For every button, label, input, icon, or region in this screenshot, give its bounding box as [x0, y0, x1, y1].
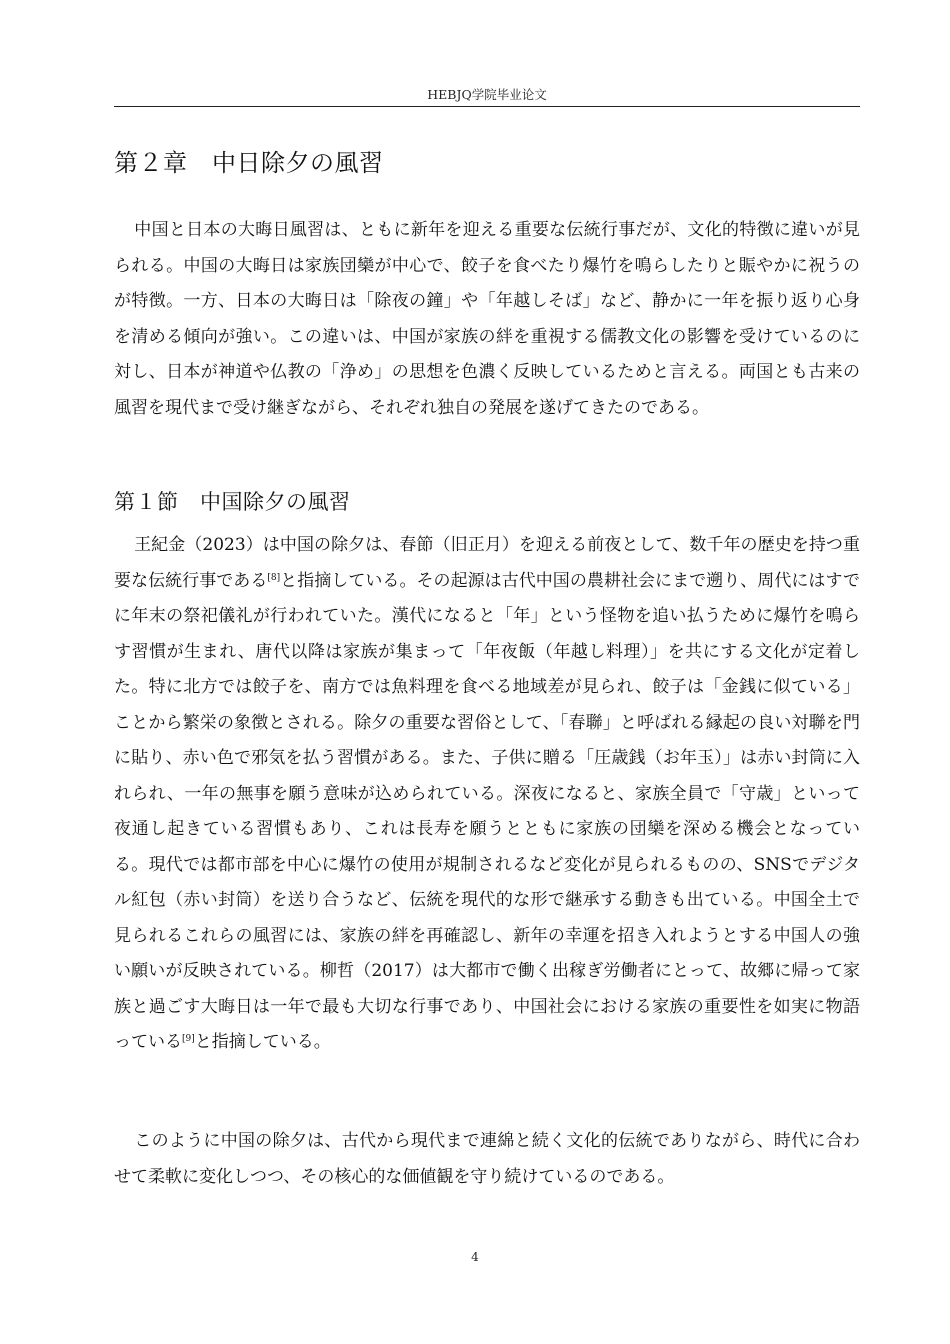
- chapter-intro-text: 中国と日本の大晦日風習は、ともに新年を迎える重要な伝統行事だが、文化的特徴に違いが見られる。中国の大晦日は家族団欒が中心で、餃子を食べたり爆竹を鳴らしたりと賑やかに祝うのが特徴。一方、日本の大晦日は「除夜の鐘」や「年越しそば」など、静かに一年を振り返り心身を清める傾向が強い。この違いは、中国が家族の絆を重視する儒教文化の影響を受けているのに対し、日本が神道や仏教の「浄め」の思想を色濃く反映しているためと言える。両国とも古来の風習を現代まで受け継ぎながら、それぞれ独自の発展を遂げてきたのである。: [114, 220, 860, 418]
- running-header: HEBJQ学院毕业论文: [427, 87, 547, 102]
- page-number: 4: [471, 1250, 479, 1264]
- section-paragraph-1-part3: と指摘している。: [194, 1032, 331, 1052]
- section-paragraph-1: [114, 528, 860, 1061]
- header-rule: [114, 106, 860, 107]
- section-paragraph-2-text: このように中国の除夕は、古代から現代まで連綿と続く文化的伝統でありながら、時代に合わせて柔軟に変化しつつ、その核心的な価値観を守り続けているのである。: [114, 1131, 860, 1187]
- section-paragraph-1-part2: と指摘している。その起源は古代中国の農耕社会にまで遡り、周代にはすでに年末の祭祀儀礼が行われていた。漢代になると「年」という怪物を追い払うために爆竹を鳴らす習慣が生まれ、唐代以降は家族が集まって「年夜飯（年越し料理）」を共にする文化が定着した。特に北方では餃子を、南方では魚料理を食べる地域差が見られ、餃子は「金銭に似ている」ことから繁栄の象徴とされる。除夕の重要な習俗として、「春聯」と呼ばれる縁起の良い対聯を門に貼り、赤い色で邪気を払う習慣がある。また、子供に贈る「圧歳銭（お年玉）」は赤い封筒に入れられ、一年の無事を願う意味が込められている。深夜になると、家族全員で「守歳」といって夜通し起きている習慣もあり、これは長寿を願うとともに家族の団欒を深める機会となっている。現代では都市部を中心に爆竹の使用が規制されるなど変化が見られるものの、SNSでデジタル紅包（赤い封筒）を送り合うなど、伝統を現代的な形で継承する動きも出ている。中国全土で見られるこれらの風習には、家族の絆を再確認し、新年の幸運を招き入れようとする中国人の強い願いが反映されている。柳哲（2017）は大都市で働く出稼ぎ労働者にとって、故郷に帰って家族と過ごす大晦日は一年で最も大切な行事であり、中国社会における家族の重要性を如実に物語っている: [114, 570, 861, 1052]
- section-paragraph-2: [114, 1124, 860, 1195]
- chapter-title: 第２章 中日除夕の風習: [114, 149, 384, 177]
- chapter-intro-paragraph: [114, 213, 860, 426]
- section-title: 第１節 中国除夕の風習: [114, 490, 351, 514]
- citation-9: [9]: [182, 1034, 195, 1044]
- citation-8: [8]: [267, 572, 281, 583]
- section-paragraph-1-part1: 王紀金（2023）は中国の除夕は、春節（旧正月）を迎える前夜として、数千年の歴史を持つ重要な伝統行事である: [114, 535, 860, 591]
